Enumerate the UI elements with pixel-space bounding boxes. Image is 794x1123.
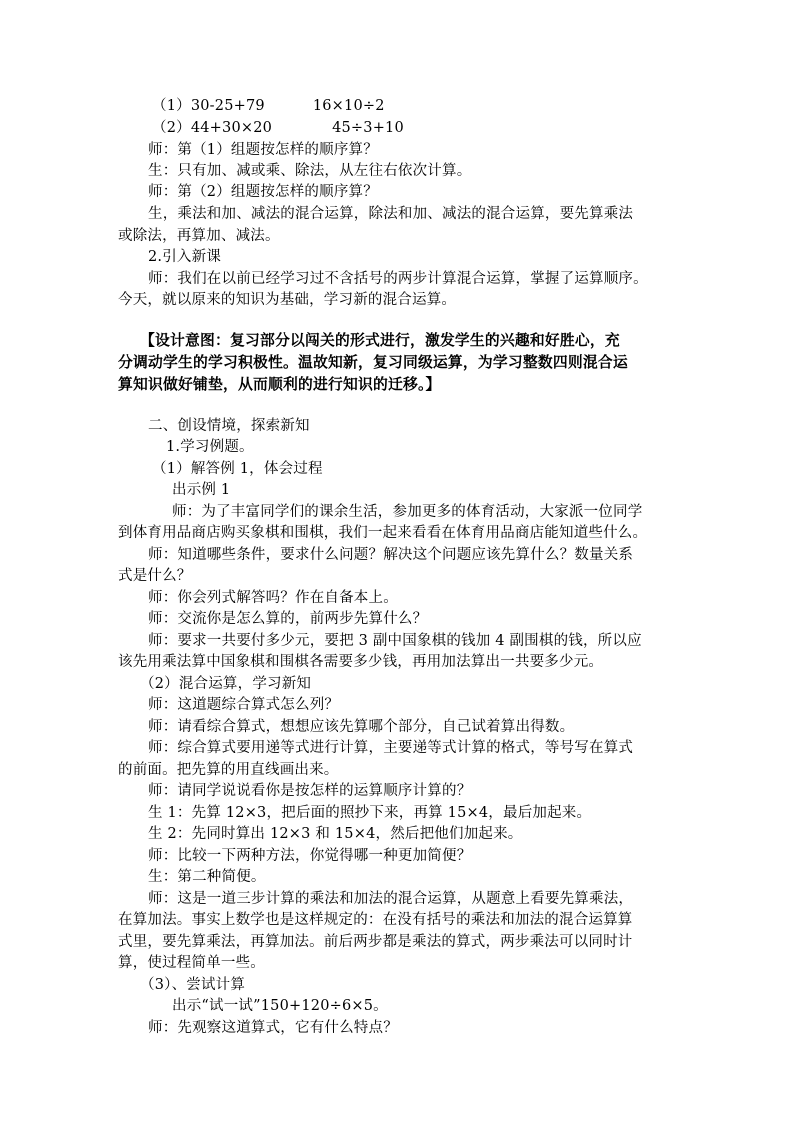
show-try-it: 出示“试一试”150+120÷6×5。: [172, 998, 388, 1014]
subsection-1: 1.学习例题。: [166, 439, 254, 455]
exercise-1a: （1）30-25+79: [152, 98, 265, 114]
teacher-line-3: 师：你会列式解答吗？作在自备本上。: [148, 590, 398, 606]
student-answer-2-line-2: 或除法，再算加、减法。: [118, 228, 280, 244]
subsection-3: （3）、尝试计算: [140, 977, 246, 993]
teacher-line-11c: 式里，要先算乘法，再算加法。前后两步都是乘法的算式，两步乘法可以同时计: [118, 934, 633, 950]
review-exercise-row-2: [152, 118, 404, 138]
teacher-line-1b: 到体育用品商店购买象棋和围棋，我们一起来看看在体育用品商店能知道些什么。: [118, 525, 648, 541]
design-intent-line-2: 分调动学生的学习积极性。温故知新，复习同级运算，为学习整数四则混合运: [118, 354, 628, 371]
teacher-line-11a: 师：这是一道三步计算的乘法和加法的混合运算，从题意上看要先算乘法，: [148, 891, 634, 907]
teacher-line-10: 师：比较一下两种方法，你觉得哪一种更加简便？: [148, 848, 472, 864]
review-exercise-row-1: [152, 96, 385, 116]
teacher-line-8a: 师：综合算式要用递等式进行计算，主要递等式计算的格式，等号写在算式: [148, 740, 634, 756]
exercise-2b: 45÷3+10: [332, 120, 404, 136]
teacher-line-1a: 师：为了丰富同学们的课余生活，参加更多的体育活动，大家派一位同学: [172, 504, 643, 520]
teacher-line-11b: 在算加法。事实上数学也是这样规定的：在没有括号的乘法和加法的混合运算算: [118, 912, 633, 928]
teacher-line-8b: 的前面。把先算的用直线画出来。: [118, 762, 339, 778]
teacher-line-5a: 师：要求一共要付多少元，要把 3 副中国象棋的钱加 4 副围棋的钱，所以应: [148, 633, 642, 649]
teacher-line-2a: 师：知道哪些条件，要求什么问题？解决这个问题应该先算什么？数量关系: [148, 547, 634, 563]
subsection-1a: （1）解答例 1，体会过程: [152, 461, 323, 477]
exercise-2a: （2）44+30×20: [152, 120, 273, 136]
student-line-1: 生 1：先算 12×3，把后面的照抄下来，再算 15×4，最后加起来。: [148, 805, 592, 821]
exercise-1b: 16×10÷2: [312, 98, 385, 114]
intro-paragraph-line-2: 今天，就以原来的知识为基础，学习新的混合运算。: [118, 292, 457, 308]
design-intent-line-1: 【设计意图：复习部分以闯关的形式进行，激发学生的兴趣和好胜心，充: [140, 332, 620, 349]
design-intent-line-3: 算知识做好铺垫，从而顺利的进行知识的迁移。】: [118, 376, 441, 393]
subsection-2: （2）混合运算，学习新知: [140, 676, 312, 692]
student-line-2: 生 2：先同时算出 12×3 和 15×4，然后把他们加起来。: [148, 826, 523, 842]
intro-paragraph-line-1: 师：我们在以前已经学习过不含括号的两步计算混合运算，掌握了运算顺序。: [148, 271, 648, 287]
teacher-question-1: 师：第（1）组题按怎样的顺序算？: [148, 142, 378, 158]
section-2-heading: 二、创设情境，探索新知: [148, 418, 310, 434]
intro-heading: 2.引入新课: [148, 249, 222, 265]
teacher-line-6: 师：这道题综合算式怎么列？: [148, 697, 340, 713]
teacher-line-7: 师：请看综合算式，想想应该先算哪个部分，自己试着算出得数。: [148, 719, 575, 735]
teacher-line-9: 师：请同学说说看你是按怎样的运算顺序计算的？: [148, 783, 472, 799]
teacher-line-4: 师：交流你是怎么算的，前两步先算什么？: [148, 611, 428, 627]
student-line-3: 生：第二种简便。: [148, 869, 266, 885]
teacher-line-5b: 该先用乘法算中国象棋和围棋各需要多少钱，再用加法算出一共要多少元。: [118, 654, 604, 670]
teacher-question-2: 师：第（2）组题按怎样的顺序算？: [148, 184, 378, 200]
show-example-1: 出示例 1: [172, 482, 231, 498]
student-answer-2-line-1: 生，乘法和加、减法的混合运算，除法和加、减法的混合运算，要先算乘法: [148, 206, 634, 222]
teacher-line-2b: 式是什么？: [118, 568, 192, 584]
teacher-line-12: 师：先观察这道算式，它有什么特点？: [148, 1020, 398, 1036]
student-answer-1: 生：只有加、减或乘、除法，从左往右依次计算。: [148, 163, 472, 179]
teacher-line-11d: 算，使过程简单一些。: [118, 955, 265, 971]
